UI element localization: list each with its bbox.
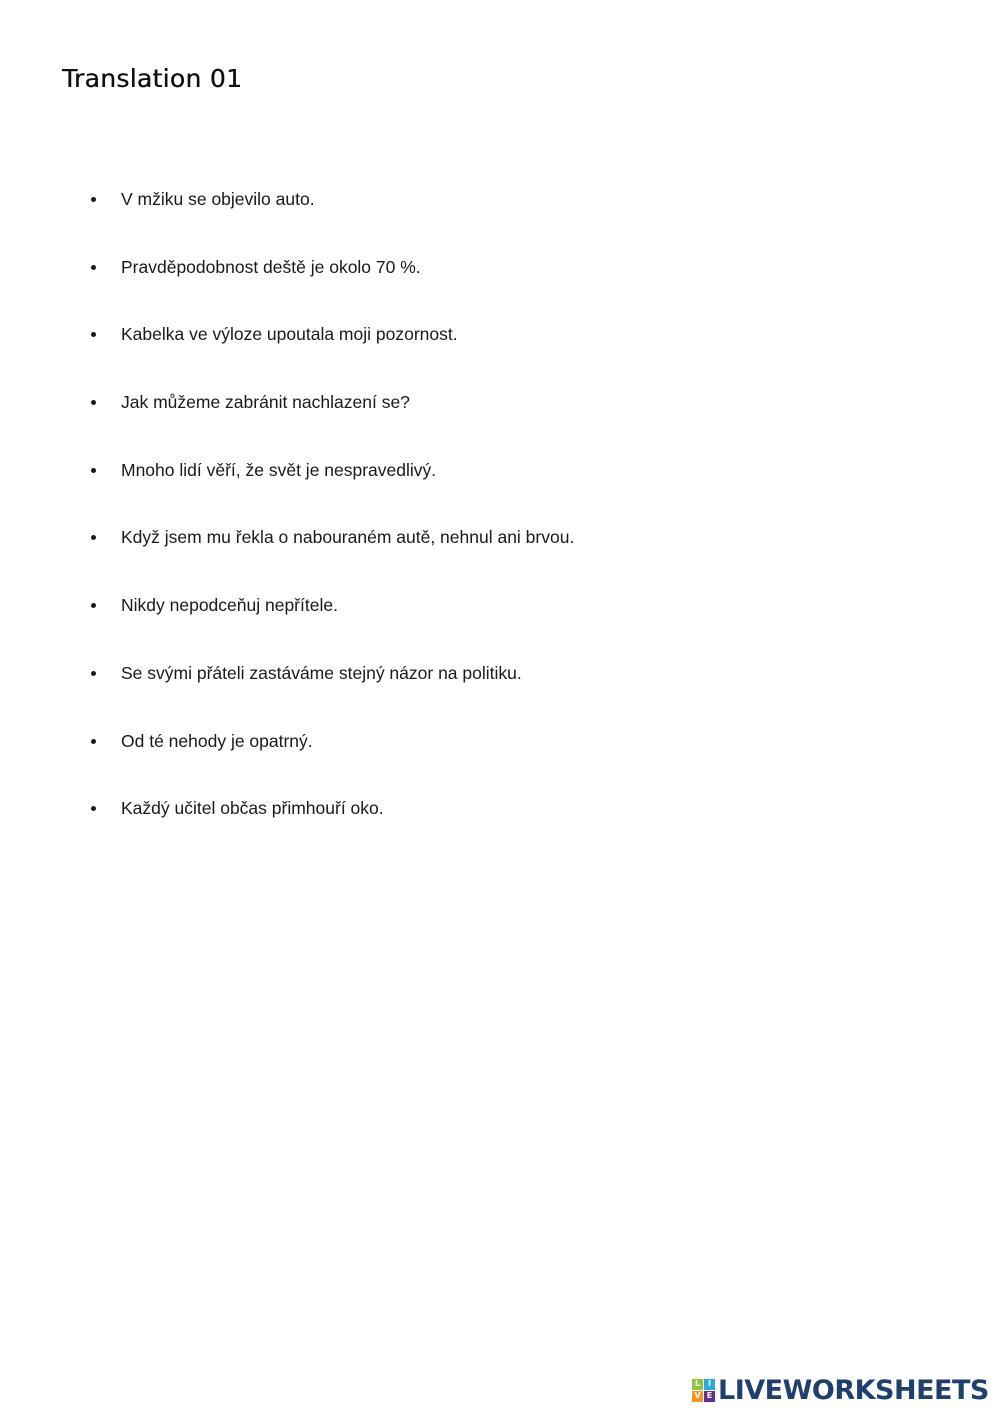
list-item <box>0 453 574 521</box>
sentence-text: Každý učitel občas přimhouří oko. <box>121 798 384 819</box>
sentence-text: Kabelka ve výloze upoutala moji pozornost. <box>121 324 458 345</box>
bullet-icon <box>91 400 96 405</box>
sentence-text: V mžiku se objevilo auto. <box>121 189 315 209</box>
sentence-text: Od té nehody je opatrný. <box>121 730 313 751</box>
bullet-icon <box>91 739 96 744</box>
liveworksheets-logo <box>692 1374 989 1406</box>
logo-mark-cell: E <box>704 1391 715 1402</box>
sentence-text: Jak můžeme zabránit nachlazení se? <box>121 392 410 413</box>
bullet-icon <box>91 468 96 473</box>
logo-mark-cell: V <box>692 1391 703 1402</box>
list-item <box>0 317 574 385</box>
list-item <box>0 791 574 859</box>
logo-text: LIVEWORKSHEETS <box>718 1374 989 1406</box>
list-item <box>0 656 574 724</box>
bullet-icon <box>91 671 96 676</box>
list-item <box>0 588 574 656</box>
bullet-icon <box>91 197 96 202</box>
bullet-icon <box>91 535 96 540</box>
sentence-text: Mnoho lidí věří, že svět je nespravedlivý. <box>121 459 437 480</box>
bullet-icon <box>91 265 96 270</box>
sentence-text: Pravděpodobnost deště je okolo 70 %. <box>121 256 421 277</box>
sentence-text: Se svými přáteli zastáváme stejný názor na politiku. <box>121 662 522 683</box>
list-item <box>0 724 574 792</box>
sentence-list <box>0 182 574 859</box>
page-title: Translation 01 <box>62 64 243 93</box>
sentence-text: Když jsem mu řekla o nabouraném autě, nehnul ani brvou. <box>121 527 575 548</box>
bullet-icon <box>91 603 96 608</box>
sentence-text: Nikdy nepodceňuj nepřítele. <box>121 595 338 616</box>
list-item <box>0 520 574 588</box>
bullet-icon <box>91 806 96 811</box>
list-item <box>0 385 574 453</box>
logo-mark-cell: L <box>692 1379 703 1390</box>
list-item <box>0 250 574 318</box>
bullet-icon <box>91 332 96 337</box>
logo-mark-icon <box>692 1379 715 1402</box>
list-item <box>0 182 574 250</box>
logo-mark-cell: I <box>704 1379 715 1390</box>
